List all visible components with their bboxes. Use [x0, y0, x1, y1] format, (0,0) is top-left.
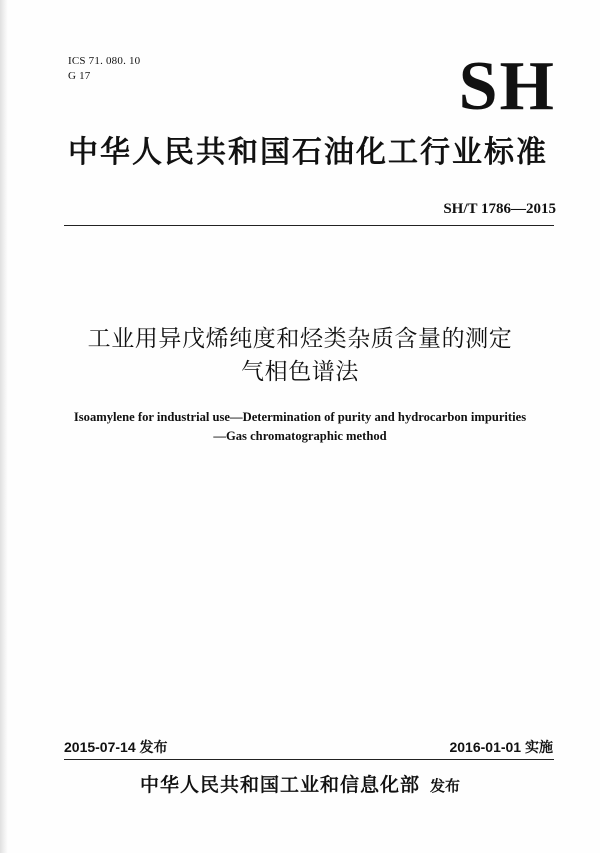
classification-codes: [68, 54, 140, 84]
title-cn-line-2: 气相色谱法: [241, 359, 359, 385]
sh-logo-mark: SH: [458, 48, 556, 125]
document-title-chinese: [0, 323, 600, 389]
standard-number: SH/T 1786—2015: [443, 201, 556, 217]
title-cn-line-1: 工业用异戊烯纯度和烃类杂质含量的测定: [87, 326, 513, 352]
document-title-english: [0, 408, 600, 446]
issuing-authority: [0, 771, 600, 800]
effective-date: 2016-01-01 实施: [449, 739, 553, 755]
top-divider: [64, 225, 554, 226]
issuer-name: 中华人民共和国工业和信息化部: [139, 774, 420, 796]
issued-date: 2015-07-14 发布: [64, 739, 168, 755]
standard-type-title: 中华人民共和国石油化工行业标准: [68, 135, 548, 170]
title-en-line-2: —Gas chromatographic method: [213, 429, 387, 443]
category-code: G 17: [68, 70, 91, 82]
issuer-label: 发布: [430, 777, 461, 795]
ics-code: ICS 71. 080. 10: [68, 55, 141, 67]
bottom-divider: [64, 759, 554, 760]
title-en-line-1: Isoamylene for industrial use—Determination of purity and hydrocarbon impurities: [73, 410, 527, 424]
